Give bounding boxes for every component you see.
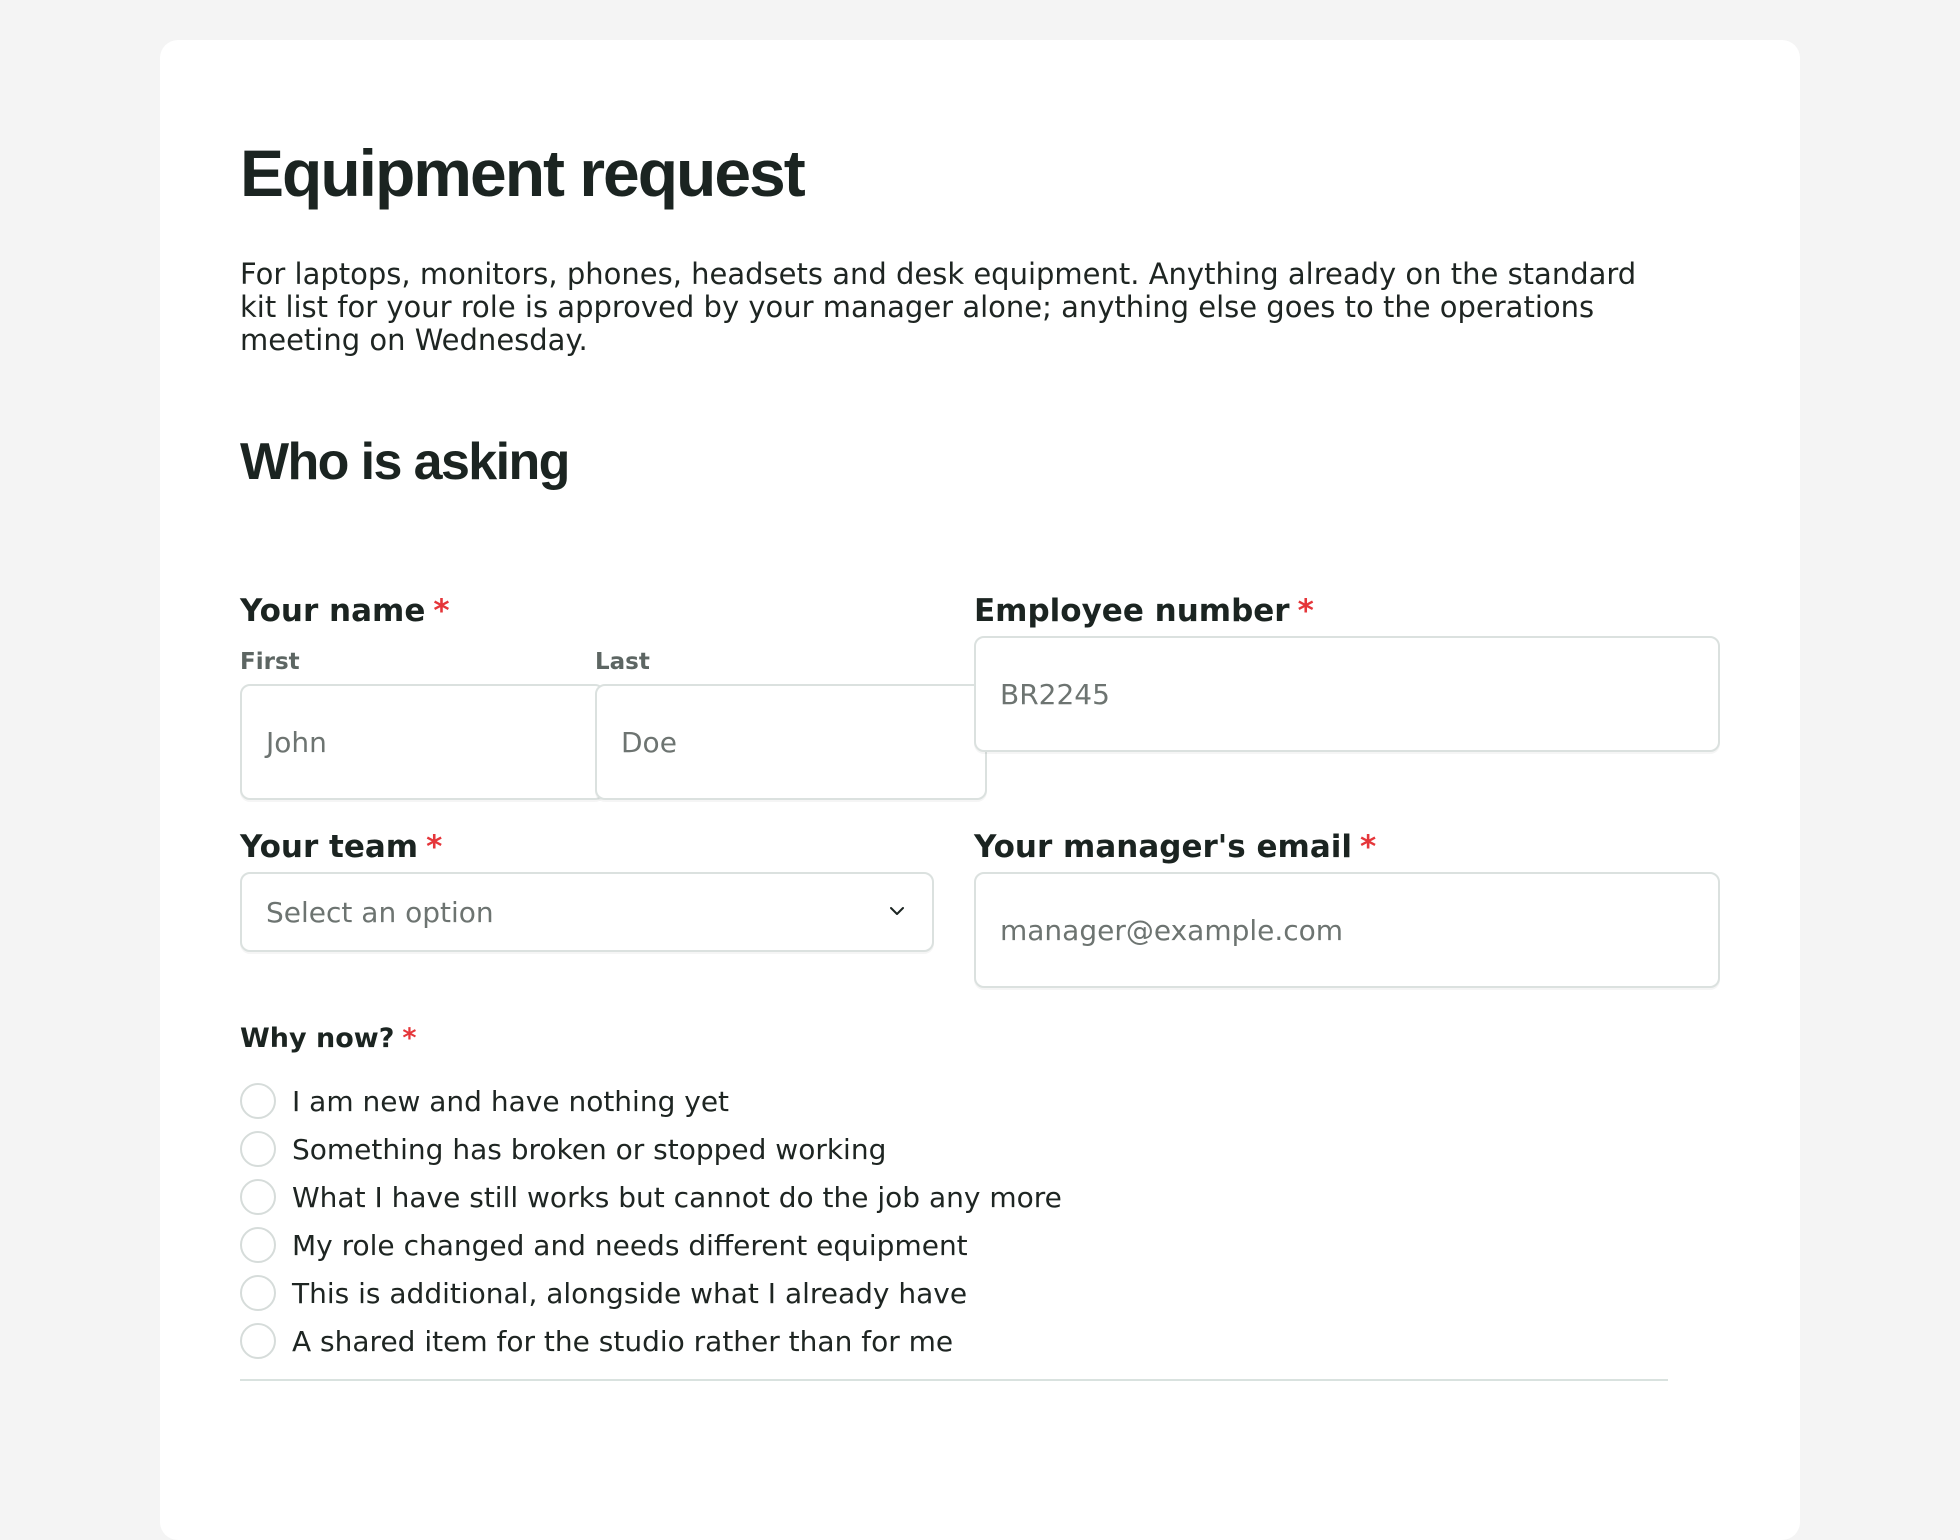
team-select-value: Select an option [266,895,494,929]
why-now-option-label: My role changed and needs different equipment [292,1228,968,1262]
section-divider [240,1379,1668,1381]
first-name-input[interactable] [240,684,605,800]
why-now-option[interactable] [240,1179,1062,1215]
team-select[interactable] [240,872,934,952]
why-now-option[interactable] [240,1275,967,1311]
first-name-sublabel: First [240,649,300,675]
why-now-option-label: A shared item for the studio rather than for me [292,1324,954,1358]
last-name-input[interactable] [595,684,987,800]
why-now-option[interactable] [240,1131,886,1167]
why-now-option[interactable] [240,1083,729,1119]
why-now-option-label: Something has broken or stopped working [292,1132,887,1166]
why-now-option[interactable] [240,1227,968,1263]
manager-email-label [974,827,1376,867]
why-now-option[interactable] [240,1323,953,1359]
team-label-text: Your team [240,829,419,865]
employee-number-placeholder: BR2245 [1000,677,1110,711]
radio-button[interactable] [240,1227,276,1263]
last-name-sublabel: Last [595,649,650,675]
radio-button[interactable] [240,1323,276,1359]
required-marker: * [433,593,450,629]
radio-button[interactable] [240,1131,276,1167]
section-title: Who is asking [240,433,569,491]
team-label [240,827,442,867]
manager-email-label-text: Your manager's email [974,829,1352,865]
why-now-option-label: This is additional, alongside what I already have [292,1276,968,1310]
first-name-placeholder: John [266,725,327,759]
required-marker: * [426,829,443,865]
required-marker: * [1360,829,1377,865]
radio-button[interactable] [240,1275,276,1311]
why-now-label-text: Why now? [240,1023,395,1054]
page-title: Equipment request [240,136,804,210]
manager-email-input[interactable] [974,872,1720,988]
employee-number-label [974,591,1314,631]
required-marker: * [402,1023,417,1054]
required-marker: * [1297,593,1314,629]
radio-button[interactable] [240,1179,276,1215]
last-name-placeholder: Doe [621,725,677,759]
manager-email-placeholder: manager@example.com [1000,913,1344,947]
employee-number-input[interactable] [974,636,1720,752]
employee-number-label-text: Employee number [974,593,1290,629]
name-label [240,591,450,631]
name-label-text: Your name [240,593,426,629]
why-now-option-label: I am new and have nothing yet [292,1084,730,1118]
chevron-down-icon [890,904,904,918]
why-now-label [240,1019,417,1059]
form-intro: For laptops, monitors, phones, headsets and desk equipment. Anything already on the standard kit list for your role is approved by your manager alone; anything else goes to the operations meeting on Wednesday. [240,257,1637,357]
radio-button[interactable] [240,1083,276,1119]
form-card [160,40,1800,1540]
why-now-option-label: What I have still works but cannot do the job any more [292,1180,1062,1214]
